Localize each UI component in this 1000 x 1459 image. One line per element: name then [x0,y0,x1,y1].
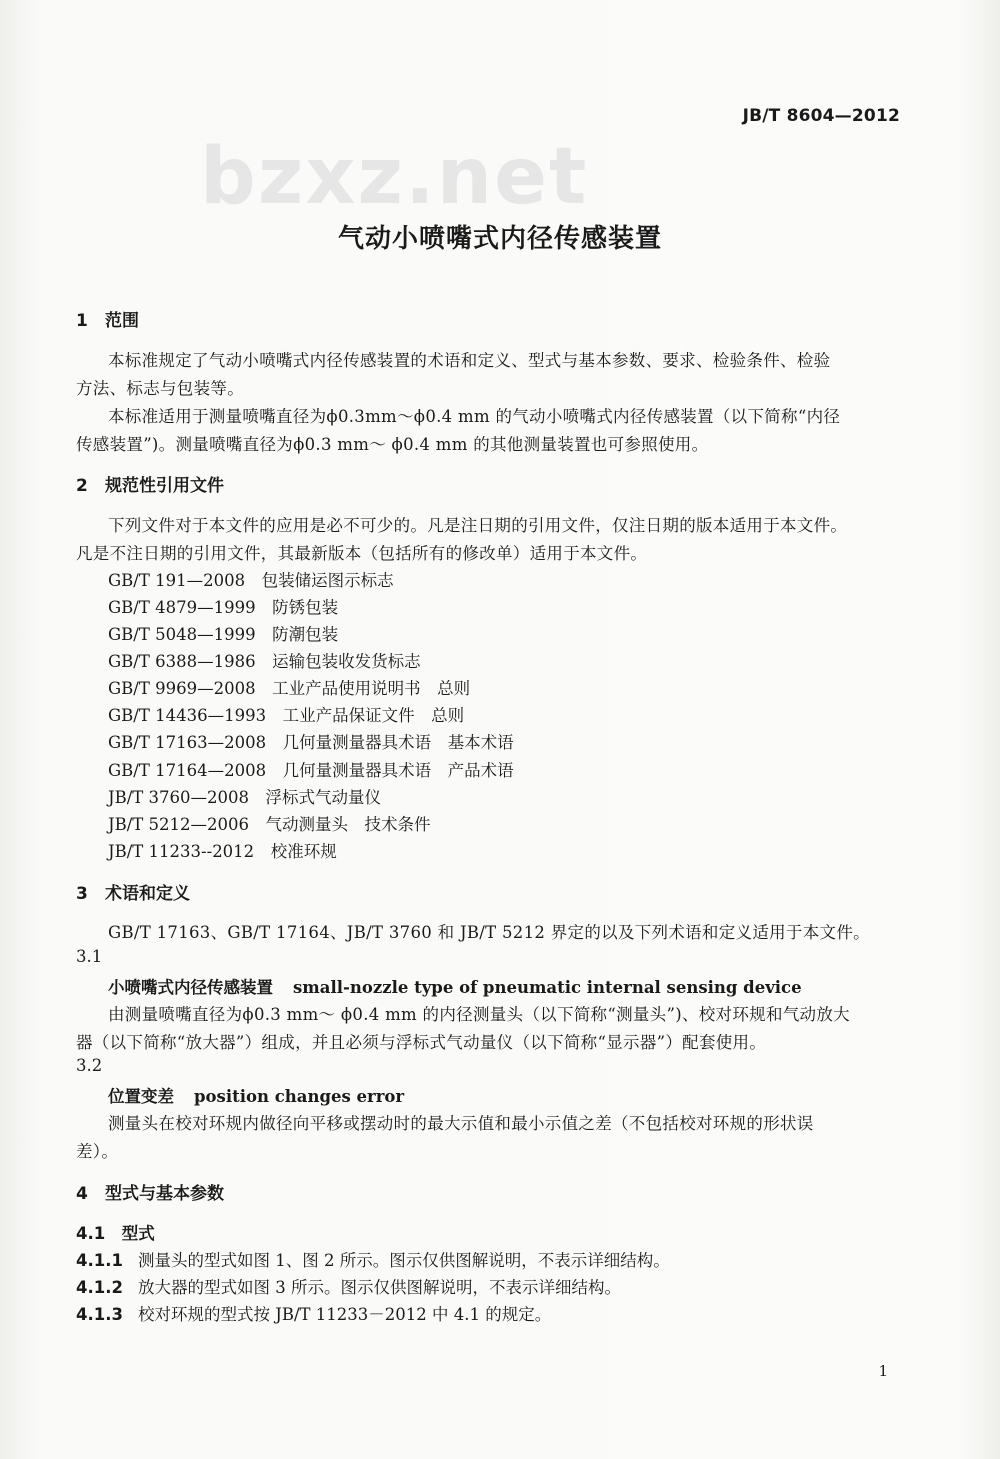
reference-code: GB/T 6388—1986 [108,652,256,671]
section-4-heading [76,1179,224,1204]
reference-item [108,594,338,618]
reference-item [108,621,338,645]
paragraph-line: 测量头在校对环规内做径向平移或摆动时的最大示值和最小示值之差（不包括校对环规的形状误 [108,1114,814,1133]
paragraph-line: 器（以下简称“放大器”）组成，并且必须与浮标式气动量仪（以下简称“显示器”）配套使用。 [76,1033,767,1052]
clause-text: 测量头的型式如图 1、图 2 所示。图示仅供图解说明，不表示详细结构。 [138,1251,670,1270]
document-title: 气动小喷嘴式内径传感装置 [337,224,662,254]
section-number: 2 [76,476,88,496]
reference-code: JB/T 3760—2008 [108,788,250,807]
reference-item [108,784,381,808]
section-title: 型式与基本参数 [105,1184,224,1204]
reference-code: JB/T 11233--2012 [108,842,255,861]
section-2-heading [76,471,224,496]
subsection-number: 4.1 [76,1224,106,1243]
reference-title: 浮标式气动量仪 [265,788,382,807]
clause-number: 4.1.1 [76,1251,123,1270]
reference-code: GB/T 14436—1993 [108,706,267,725]
section-number: 4 [76,1184,88,1204]
reference-item [108,757,514,781]
section-1-heading [76,306,139,331]
reference-item [108,838,337,862]
term-en: small-nozzle type of pneumatic internal sensing device [293,978,802,997]
term-heading [108,1083,404,1107]
paragraph-line: 差）。 [76,1142,119,1161]
reference-title: 校准环规 [270,842,337,861]
reference-item [108,811,431,835]
reference-item [108,648,421,672]
reference-title: 几何量测量器具术语 基本术语 [282,733,514,752]
section-title: 范围 [105,311,139,331]
reference-title: 防潮包装 [272,625,339,644]
paragraph-line: 传感装置”)。测量喷嘴直径为ϕ0.3 mm～ ϕ0.4 mm 的其他测量装置也可参照使用。 [76,435,709,454]
reference-title: 运输包装收发货标志 [272,652,421,671]
reference-item [108,675,470,699]
clause-text: 校对环规的型式按 JB/T 11233－2012 中 4.1 的规定。 [138,1305,552,1324]
section-3-heading [76,879,190,904]
paragraph-line: 凡是不注日期的引用文件，其最新版本（包括所有的修改单）适用于本文件。 [76,544,648,563]
clause-item [76,1247,670,1271]
reference-title: 气动测量头 技术条件 [265,815,431,834]
reference-item [108,729,514,753]
term-zh: 位置变差 [108,1087,174,1106]
reference-title: 几何量测量器具术语 产品术语 [282,761,514,780]
term-number: 3.2 [76,1056,103,1075]
reference-title: 工业产品使用说明书 总则 [272,679,471,698]
clause-number: 4.1.3 [76,1305,123,1324]
reference-title: 工业产品保证文件 总则 [282,706,465,725]
paragraph-line: 本标准规定了气动小喷嘴式内径传感装置的术语和定义、型式与基本参数、要求、检验条件、检验 [108,351,831,370]
paragraph-line: GB/T 17163、GB/T 17164、JB/T 3760 和 JB/T 5212 界定的以及下列术语和定义适用于本文件。 [108,923,870,942]
reference-code: GB/T 4879—1999 [108,598,256,617]
reference-code: JB/T 5212—2006 [108,815,250,834]
clause-item [76,1301,551,1325]
paragraph-line: 下列文件对于本文件的应用是必不可少的。凡是注日期的引用文件，仅注日期的版本适用于本文件。 [108,516,848,535]
reference-code: GB/T 191—2008 [108,571,246,590]
section-number: 3 [76,884,88,904]
clause-item [76,1274,621,1298]
section-title: 术语和定义 [105,884,190,904]
reference-item [108,567,394,591]
watermark: bzxz.net [200,132,589,222]
reference-code: GB/T 5048—1999 [108,625,256,644]
reference-title: 防锈包装 [272,598,339,617]
term-en: position changes error [194,1087,405,1106]
section-title: 规范性引用文件 [105,476,224,496]
paragraph-line: 由测量喷嘴直径为ϕ0.3 mm～ ϕ0.4 mm 的内径测量头（以下简称“测量头”)、校对环规和气动放大 [108,1005,850,1024]
reference-code: GB/T 17164—2008 [108,761,267,780]
reference-title: 包装储运图示标志 [261,571,394,590]
paragraph-line: 本标准适用于测量喷嘴直径为ϕ0.3mm～ϕ0.4 mm 的气动小喷嘴式内径传感装置（以下简称“内径 [108,407,841,426]
subsection-title: 型式 [121,1224,155,1243]
subsection-heading [76,1220,155,1244]
term-zh: 小喷嘴式内径传感装置 [108,978,273,997]
term-number: 3.1 [76,947,103,966]
page-number: 1 [878,1362,888,1380]
paragraph-line: 方法、标志与包装等。 [76,379,244,398]
reference-code: GB/T 9969—2008 [108,679,256,698]
term-heading [108,974,802,998]
reference-item [108,702,464,726]
standard-number: JB/T 8604—2012 [742,106,900,126]
clause-number: 4.1.2 [76,1278,123,1297]
clause-text: 放大器的型式如图 3 所示。图示仅供图解说明，不表示详细结构。 [138,1278,621,1297]
section-number: 1 [76,311,88,331]
reference-code: GB/T 17163—2008 [108,733,267,752]
